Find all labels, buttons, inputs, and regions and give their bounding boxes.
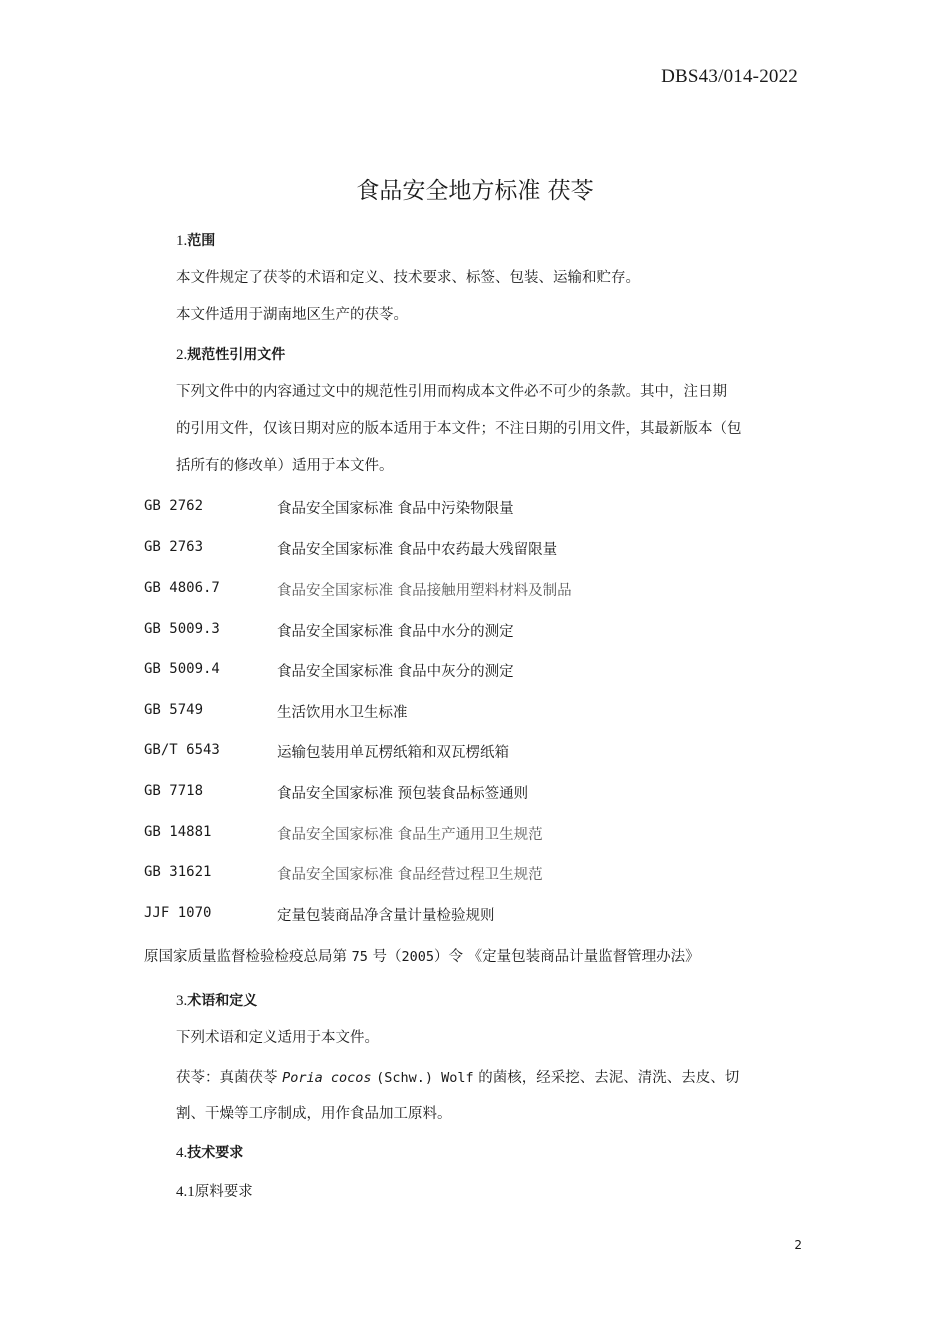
definition-line bbox=[176, 1068, 739, 1088]
section-number: 3. bbox=[176, 993, 188, 1009]
reference-code: GB 5009.4 bbox=[144, 661, 220, 677]
reference-code: GB 5009.3 bbox=[144, 621, 220, 637]
section-number: 1. bbox=[176, 233, 188, 249]
reference-title: 食品安全国家标准 预包装食品标签通则 bbox=[277, 786, 529, 802]
reference-note-suffix: ）令 《定量包装商品计量监督管理办法》 bbox=[434, 949, 700, 965]
definition-line: 割、干燥等工序制成，用作食品加工原料。 bbox=[176, 1106, 452, 1122]
page-title: 食品安全地方标准 茯苓 bbox=[356, 178, 594, 204]
paragraph-line: 括所有的修改单）适用于本文件。 bbox=[176, 458, 394, 474]
section-number: 4. bbox=[176, 1145, 188, 1161]
author-citation: (Schw.) Wolf bbox=[376, 1070, 474, 1086]
reference-title: 食品安全国家标准 食品中水分的测定 bbox=[277, 624, 514, 640]
reference-note bbox=[144, 945, 700, 966]
reference-note-mid: 号（ bbox=[372, 949, 402, 965]
reference-code: GB 2763 bbox=[144, 539, 204, 555]
section-title: 技术要求 bbox=[187, 1145, 244, 1161]
reference-title: 食品安全国家标准 食品经营过程卫生规范 bbox=[277, 867, 543, 883]
reference-title: 生活饮用水卫生标准 bbox=[277, 705, 408, 721]
reference-note-prefix: 原国家质量监督检验检疫总局第 bbox=[144, 949, 347, 965]
reference-title: 运输包装用单瓦楞纸箱和双瓦楞纸箱 bbox=[277, 745, 509, 761]
paragraph-line: 的引用文件，仅该日期对应的版本适用于本文件；不注日期的引用文件，其最新版本（包 bbox=[176, 421, 742, 437]
paragraph: 下列术语和定义适用于本文件。 bbox=[176, 1030, 379, 1046]
reference-code: GB 14881 bbox=[144, 824, 212, 840]
section-title: 规范性引用文件 bbox=[187, 347, 286, 363]
reference-code: GB 2762 bbox=[144, 498, 204, 514]
section-title: 术语和定义 bbox=[187, 993, 258, 1009]
document-code: DBS43/014-2022 bbox=[661, 66, 798, 87]
reference-note-year: 2005 bbox=[401, 949, 434, 965]
reference-title: 食品安全国家标准 食品中农药最大残留限量 bbox=[277, 542, 558, 558]
reference-title: 食品安全国家标准 食品生产通用卫生规范 bbox=[277, 827, 543, 843]
paragraph-line: 下列文件中的内容通过文中的规范性引用而构成本文件必不可少的条款。其中，注日期 bbox=[176, 384, 727, 400]
section-number: 2. bbox=[176, 347, 188, 363]
reference-note-number: 75 bbox=[351, 949, 368, 965]
subsection-heading bbox=[176, 1182, 253, 1202]
section-heading-scope bbox=[176, 230, 215, 250]
reference-code: GB/T 6543 bbox=[144, 742, 220, 758]
paragraph: 本文件适用于湖南地区生产的茯苓。 bbox=[176, 307, 408, 323]
section-heading-technical bbox=[176, 1142, 243, 1162]
reference-code: GB 4806.7 bbox=[144, 580, 220, 596]
reference-code: GB 7718 bbox=[144, 783, 204, 799]
reference-title: 食品安全国家标准 食品中灰分的测定 bbox=[277, 664, 514, 680]
definition-text: 的菌核，经采挖、去泥、清洗、去皮、切 bbox=[478, 1070, 740, 1086]
subsection-title: 原料要求 bbox=[194, 1184, 253, 1200]
reference-code: GB 31621 bbox=[144, 864, 212, 880]
subsection-number: 4.1 bbox=[176, 1184, 195, 1200]
reference-code: GB 5749 bbox=[144, 702, 204, 718]
reference-code: JJF 1070 bbox=[144, 905, 212, 921]
section-title: 范围 bbox=[187, 233, 216, 249]
paragraph: 本文件规定了茯苓的术语和定义、技术要求、标签、包装、运输和贮存。 bbox=[176, 270, 640, 286]
reference-title: 食品安全国家标准 食品接触用塑料材料及制品 bbox=[277, 583, 572, 599]
reference-title: 定量包装商品净含量计量检验规则 bbox=[277, 908, 495, 924]
definition-term: 茯苓：真菌茯苓 bbox=[176, 1070, 278, 1086]
latin-name: Poria cocos bbox=[282, 1070, 372, 1086]
section-heading-terms bbox=[176, 990, 257, 1010]
section-heading-references bbox=[176, 344, 285, 364]
reference-title: 食品安全国家标准 食品中污染物限量 bbox=[277, 501, 514, 517]
page-number: 2 bbox=[794, 1238, 802, 1252]
